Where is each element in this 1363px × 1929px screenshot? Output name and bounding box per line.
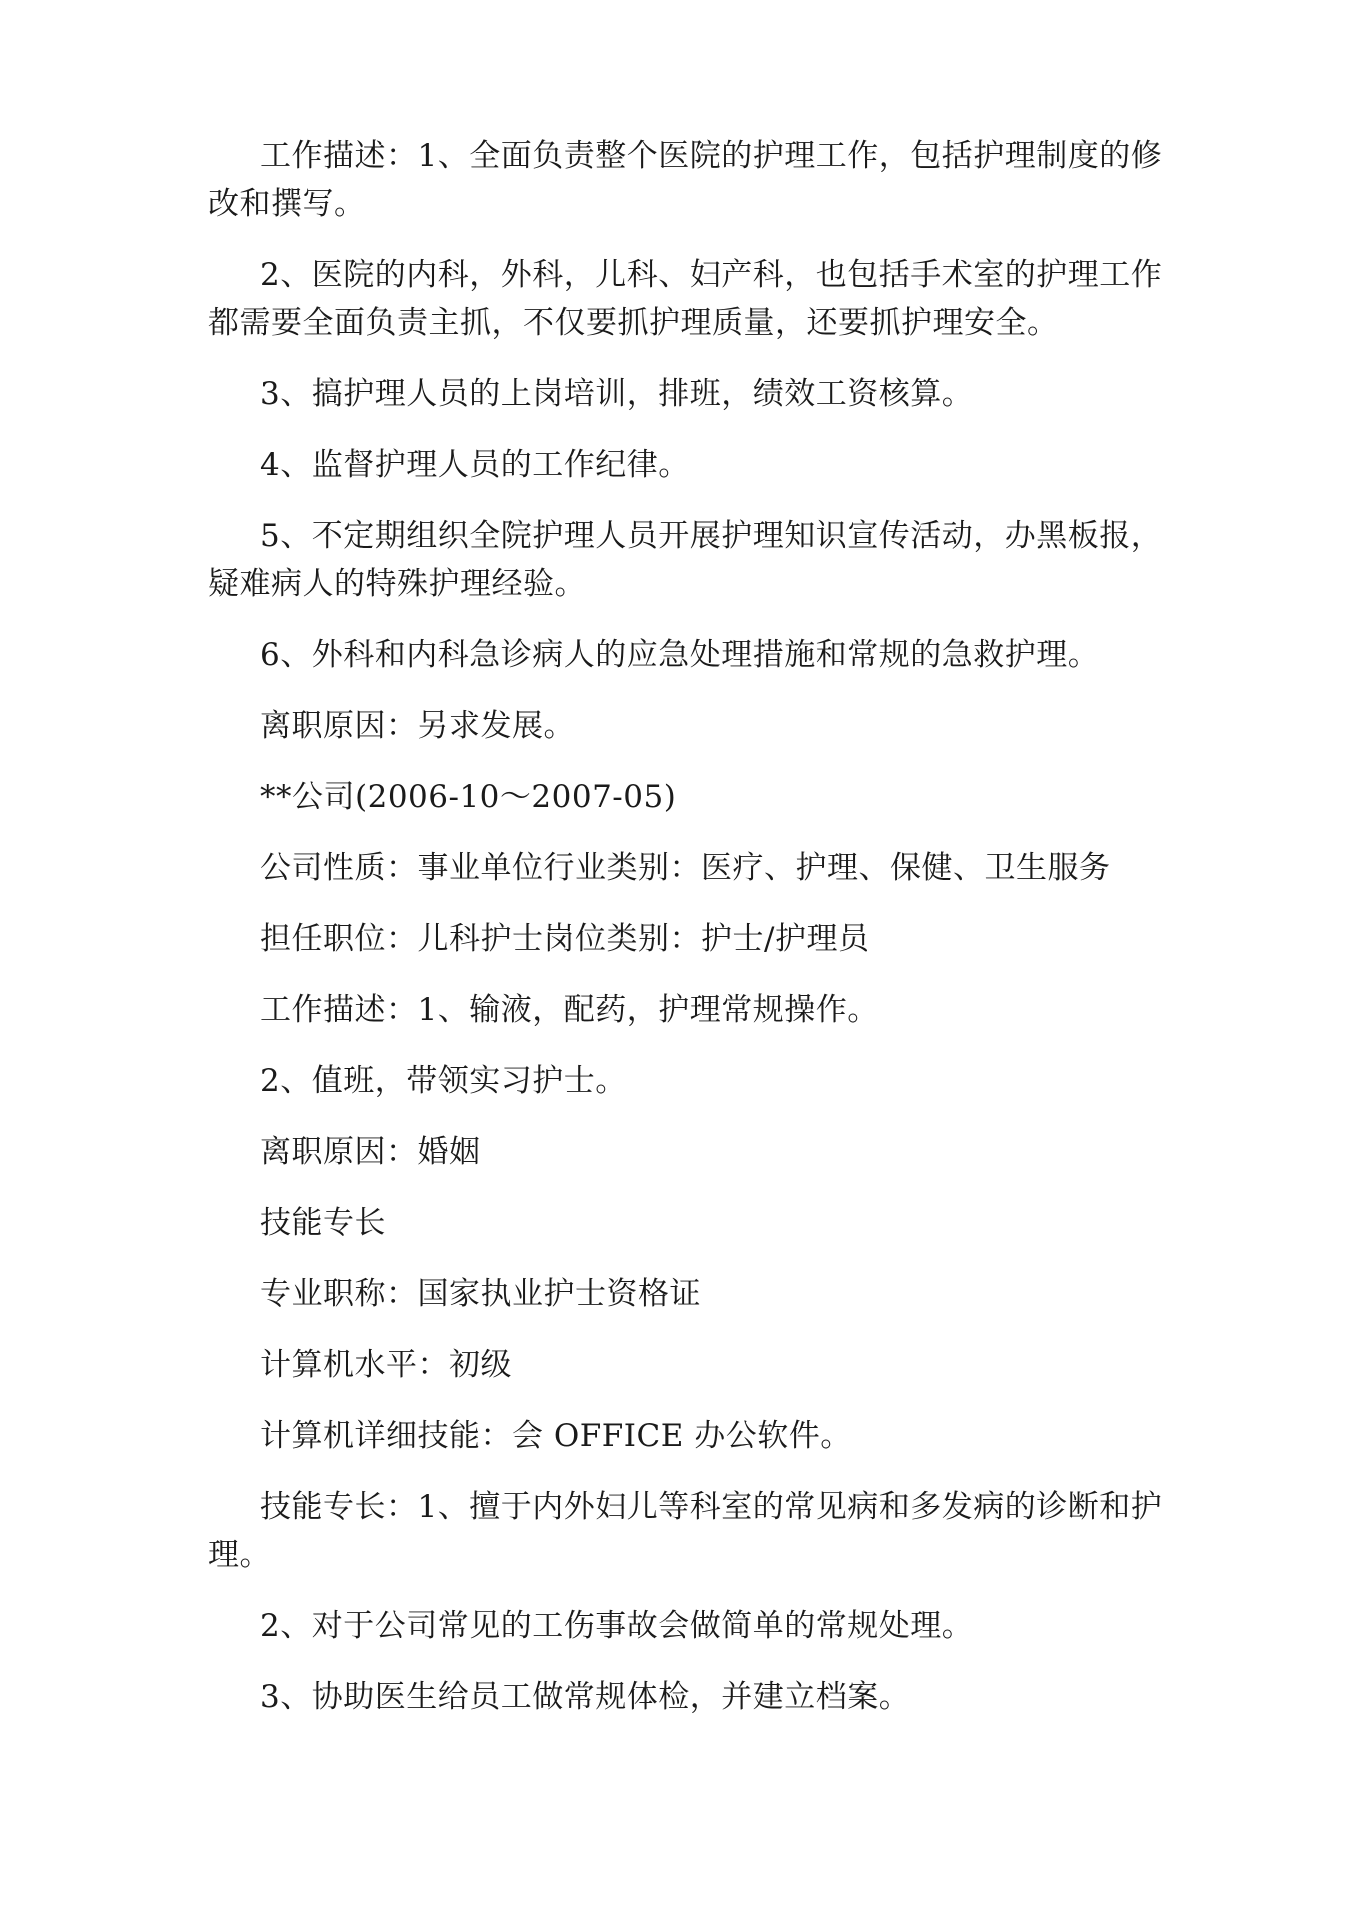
paragraph-position: 担任职位：儿科护士岗位类别：护士/护理员 [260,921,870,957]
paragraph-company-period: **公司(2006-10～2007-05) [260,779,677,815]
paragraph-skill-3: 3、协助医生给员工做常规体检，并建立档案。 [260,1679,911,1715]
paragraph-computer-level: 计算机水平：初级 [260,1347,512,1383]
paragraph-leave-reason-1: 离职原因：另求发展。 [260,708,575,744]
paragraph-skill-1: 技能专长：1、擅于内外妇儿等科室的常见病和多发病的诊断和护理。 [208,1489,1163,1573]
paragraph-duty-3: 3、搞护理人员的上岗培训，排班，绩效工资核算。 [260,376,974,412]
paragraph-computer-skills: 计算机详细技能：会 OFFICE 办公软件。 [260,1418,852,1454]
paragraph-duty-6: 6、外科和内科急诊病人的应急处理措施和常规的急救护理。 [260,637,1100,673]
paragraph-professional-title: 专业职称：国家执业护士资格证 [260,1276,701,1312]
section-heading-skills: 技能专长 [260,1205,386,1241]
document-body [208,132,1168,1744]
paragraph-duty-5: 5、不定期组织全院护理人员开展护理知识宣传活动，办黑板报，疑难病人的特殊护理经验。 [208,518,1163,602]
paragraph-job-description-2: 工作描述：1、输液，配药，护理常规操作。 [260,992,879,1028]
paragraph-leave-reason-2: 离职原因：婚姻 [260,1134,481,1170]
paragraph-duty-2: 2、医院的内科，外科，儿科、妇产科，也包括手术室的护理工作都需要全面负责主抓，不仅要抓护理质量，还要抓护理安全。 [208,257,1163,341]
paragraph-company-nature: 公司性质：事业单位行业类别：医疗、护理、保健、卫生服务 [260,850,1111,886]
paragraph-job-description-1: 工作描述：1、全面负责整个医院的护理工作，包括护理制度的修改和撰写。 [208,138,1163,222]
paragraph-duty-duty-shift: 2、值班，带领实习护士。 [260,1063,627,1099]
paragraph-duty-4: 4、监督护理人员的工作纪律。 [260,447,690,483]
paragraph-skill-2: 2、对于公司常见的工伤事故会做简单的常规处理。 [260,1608,974,1644]
